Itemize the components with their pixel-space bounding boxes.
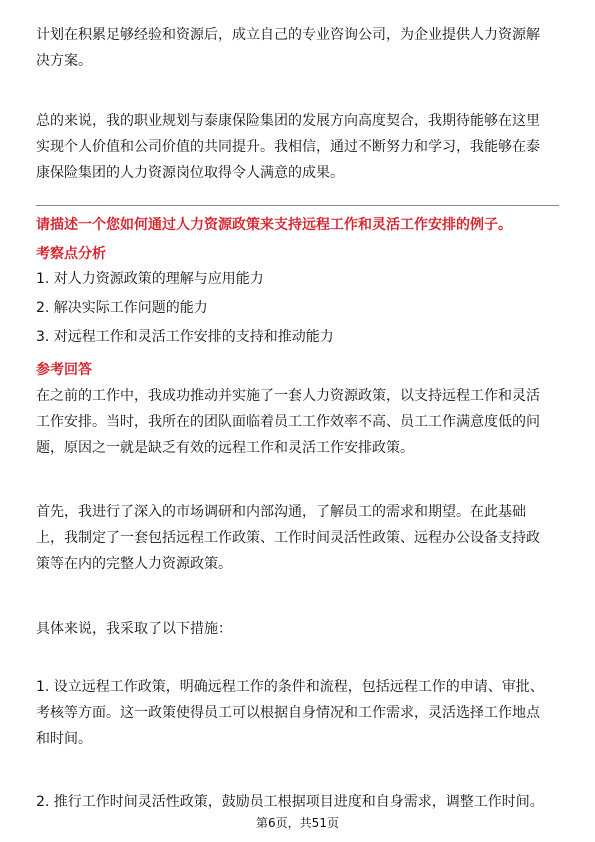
intro-paragraph — [36, 22, 558, 74]
section-divider — [36, 205, 559, 206]
intro-line: 计划在积累足够经验和资源后，成立自己的专业咨询公司，为企业提供人力资源解 — [36, 27, 540, 43]
intro-line: 决方案。 — [36, 53, 92, 69]
summary-line: 总的来说，我的职业规划与泰康保险集团的发展方向高度契合，我期待能够在这里 — [36, 113, 540, 129]
analysis-item: 1. 对人力资源政策的理解与应用能力 — [36, 271, 264, 287]
answer-line: 在之前的工作中，我成功推动并实施了一套人力资源政策，以支持远程工作和灵活 — [36, 388, 540, 404]
answer-paragraph — [36, 499, 558, 577]
answer-line: 工作安排。当时，我所在的团队面临着员工工作效率不高、员工工作满意度低的问 — [36, 414, 540, 430]
answer-line: 上，我制定了一套包括远程工作政策、工作时间灵活性政策、远程办公设备支持政 — [36, 530, 540, 546]
answer-line: 和时间。 — [36, 731, 92, 747]
answer-line: 策等在内的完整人力资源政策。 — [36, 556, 232, 572]
answer-line: 具体来说，我采取了以下措施： — [36, 621, 232, 637]
answer-line: 2. 推行工作时间灵活性政策，鼓励员工根据项目进度和自身需求，调整工作时间。 — [36, 794, 544, 810]
answer-line: 题，原因之一就是缺乏有效的远程工作和灵活工作安排政策。 — [36, 440, 414, 456]
analysis-title: 考察点分析 — [36, 246, 106, 262]
summary-line: 康保险集团的人力资源岗位取得令人满意的成果。 — [36, 165, 344, 181]
analysis-item: 2. 解决实际工作问题的能力 — [36, 300, 208, 316]
analysis-item: 3. 对远程工作和灵活工作安排的支持和推动能力 — [36, 329, 334, 345]
page-number: 第6页，共51页 — [256, 816, 339, 830]
answer-title: 参考回答 — [36, 362, 92, 378]
answer-line: 1. 设立远程工作政策，明确远程工作的条件和流程，包括远程工作的申请、审批、 — [36, 679, 544, 695]
answer-line: 首先，我进行了深入的市场调研和内部沟通，了解员工的需求和期望。在此基础 — [36, 504, 526, 520]
interview-question: 请描述一个您如何通过人力资源政策来支持远程工作和灵活工作安排的例子。 — [36, 217, 512, 233]
answer-paragraph — [36, 674, 558, 752]
summary-paragraph — [36, 108, 558, 186]
answer-paragraph — [36, 789, 558, 815]
summary-line: 实现个人价值和公司价值的共同提升。我相信，通过不断努力和学习，我能够在泰 — [36, 139, 540, 155]
answer-paragraph — [36, 616, 558, 642]
answer-line: 考核等方面。这一政策使得员工可以根据自身情况和工作需求，灵活选择工作地点 — [36, 705, 540, 721]
answer-paragraph — [36, 383, 558, 461]
